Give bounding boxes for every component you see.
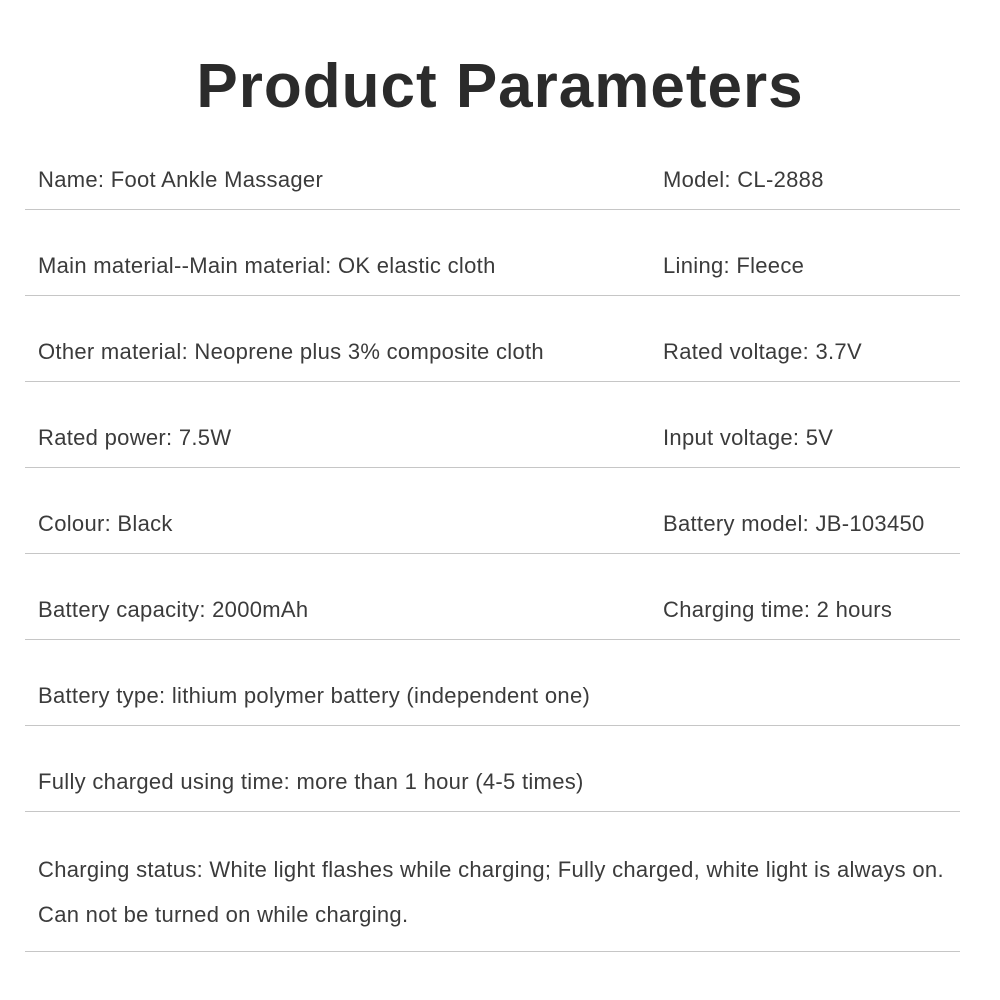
spec-row-battery-type bbox=[25, 640, 960, 726]
spec-battery-type: Battery type: lithium polymer battery (independent one) bbox=[38, 683, 591, 708]
spec-lining: Lining: Fleece bbox=[663, 253, 805, 278]
spec-row-capacity-charging-time bbox=[25, 554, 960, 640]
spec-charging-time: Charging time: 2 hours bbox=[663, 597, 893, 622]
spec-main-material: Main material--Main material: OK elastic cloth bbox=[38, 253, 496, 278]
spec-model: Model: CL-2888 bbox=[663, 167, 824, 192]
spec-input-voltage: Input voltage: 5V bbox=[663, 425, 834, 450]
spec-row-material-lining bbox=[25, 210, 960, 296]
product-parameters-page bbox=[0, 50, 1000, 1000]
spec-rated-voltage: Rated voltage: 3.7V bbox=[663, 339, 862, 364]
spec-name: Name: Foot Ankle Massager bbox=[38, 167, 324, 192]
spec-row-colour-battery-model bbox=[25, 468, 960, 554]
spec-battery-model: Battery model: JB-103450 bbox=[663, 511, 925, 536]
spec-rated-power: Rated power: 7.5W bbox=[38, 425, 232, 450]
spec-charging-status: Charging status: White light flashes while charging; Fully charged, white light is always on. Can not be turned on while charging. bbox=[38, 857, 944, 927]
page-title: Product Parameters bbox=[196, 52, 804, 121]
spec-using-time: Fully charged using time: more than 1 hour (4-5 times) bbox=[38, 769, 584, 794]
spec-colour: Colour: Black bbox=[38, 511, 173, 536]
spec-row-power-input bbox=[25, 382, 960, 468]
spec-row-using-time bbox=[25, 726, 960, 812]
spec-other-material: Other material: Neoprene plus 3% composite cloth bbox=[38, 339, 544, 364]
spec-table bbox=[25, 124, 960, 952]
spec-row-other-material-voltage bbox=[25, 296, 960, 382]
spec-battery-capacity: Battery capacity: 2000mAh bbox=[38, 597, 309, 622]
spec-row-charging-status bbox=[25, 812, 960, 952]
spec-row-name-model bbox=[25, 124, 960, 210]
